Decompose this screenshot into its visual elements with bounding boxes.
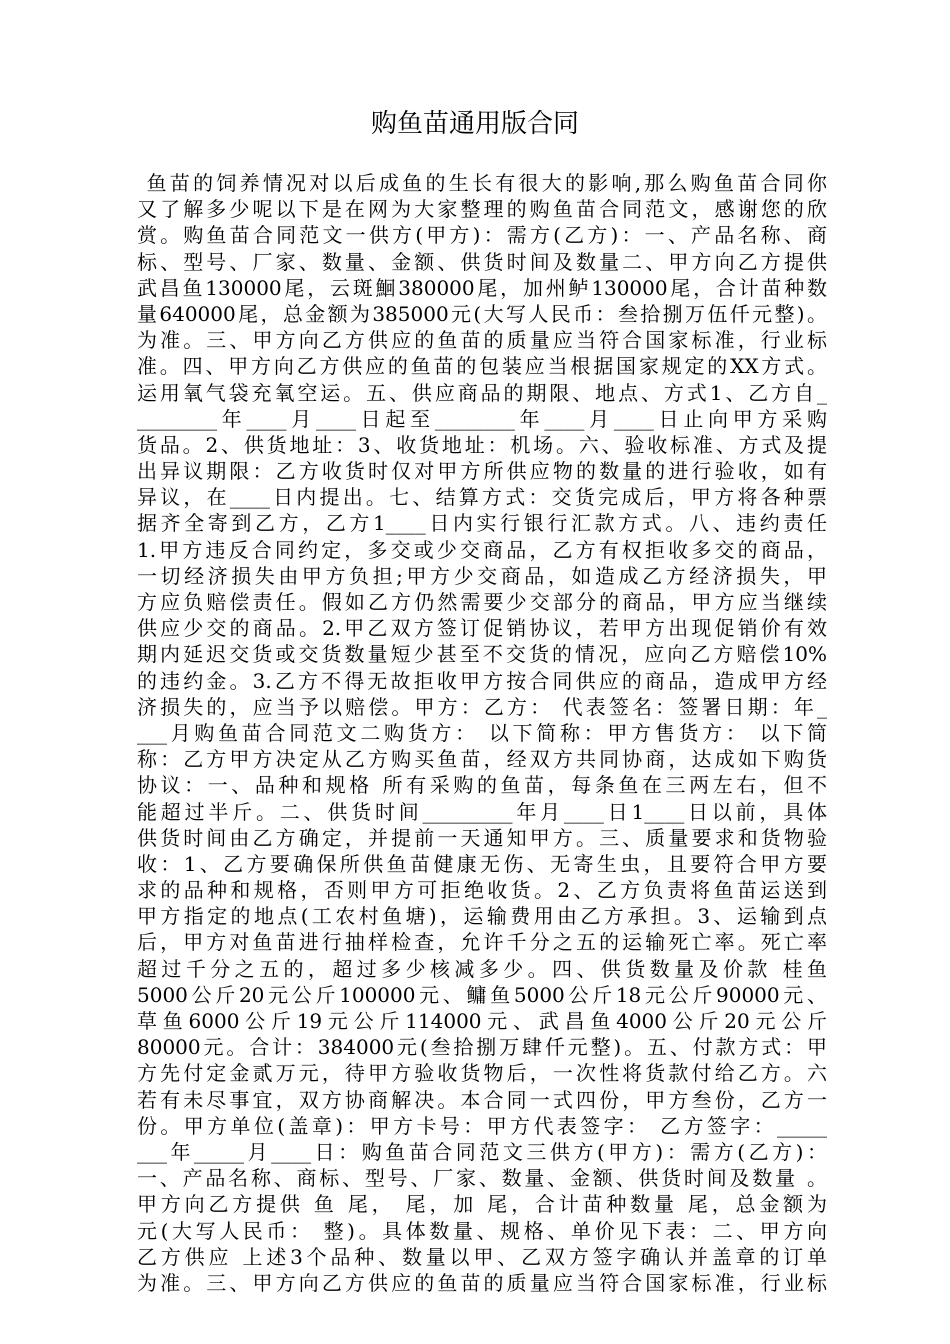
body-line: 称：乙方甲方决定从乙方购买鱼苗，经双方共同协商，达成如下购货 [137, 747, 827, 772]
body-line: 甲方向乙方提供 鱼 尾， 尾，加 尾，合计苗种数量 尾，总金额为 [137, 1192, 827, 1217]
body-line: 准。四、甲方向乙方供应的鱼苗的包装应当根据国家规定的XX方式。 [137, 354, 827, 379]
document-body [137, 170, 827, 1296]
body-line: 份。甲方单位(盖章)：甲方卡号：甲方代表签字： 乙方签字：_____ [137, 1113, 827, 1138]
body-line: 甲方指定的地点(工农村鱼塘)，运输费用由乙方承担。3、运输到点 [137, 904, 827, 929]
document-title: 购鱼苗通用版合同 [370, 109, 579, 139]
body-line: 期内延迟交货或交货数量短少甚至不交货的情况，应向乙方赔偿10% [137, 642, 827, 667]
body-line: 赏。购鱼苗合同范文一供方(甲方)：需方(乙方)：一、产品名称、商 [137, 223, 827, 248]
body-line: 一、产品名称、商标、型号、厂家、数量、金额、供货时间及数量 。 [137, 1166, 827, 1191]
body-line: 据齐全寄到乙方，乙方1____日内实行银行汇款方式。八、违约责任 [137, 511, 827, 536]
body-line: 协议：一、品种和规格 所有采购的鱼苗，每条鱼在三两左右，但不 [137, 773, 827, 798]
body-line: 1.甲方违反合同约定，多交或少交商品，乙方有权拒收多交的商品， [137, 537, 827, 562]
body-line: 方应负赔偿责任。假如乙方仍然需要少交部分的商品，甲方应当继续 [137, 590, 827, 614]
body-line: 若有未尽事宜，双方协商解决。本合同一式四份，甲方叁份，乙方一 [137, 1087, 827, 1112]
body-line: 方先付定金贰万元，待甲方验收货物后，一次性将货款付给乙方。六 [137, 1061, 827, 1086]
body-line: 异议，在____日内提出。七、结算方式：交货完成后，甲方将各种票 [137, 485, 827, 510]
body-line: 收：1、乙方要确保所供鱼苗健康无伤、无寄生虫，且要符合甲方要 [137, 851, 827, 876]
body-line: 80000元。合计：384000元(叁拾捌万肆仟元整)。五、付款方式：甲 [137, 1035, 827, 1060]
body-line: 又了解多少呢以下是在网为大家整理的购鱼苗合同范文，感谢您的欣 [137, 197, 827, 222]
body-line: 量640000尾，总金额为385000元(大写人民币：叁拾捌万伍仟元整)。 [137, 301, 827, 326]
body-line: 为准。三、甲方向乙方供应的鱼苗的质量应当符合国家标准，行业标 [137, 328, 827, 353]
body-line: ___月购鱼苗合同范文二购货方： 以下简称：甲方售货方： 以下简 [137, 720, 827, 745]
body-line: 鱼苗的饲养情况对以后成鱼的生长有很大的影响,那么购鱼苗合同你 [137, 171, 827, 195]
body-line: 标、型号、厂家、数量、金额、供货时间及数量二、甲方向乙方提供 [137, 249, 827, 274]
body-line: 5000公斤20元公斤100000元、鳙鱼5000公斤18元公斤90000元、 [137, 982, 827, 1007]
body-line: 草鱼6000公斤19元公斤114000元、武昌鱼4000公斤20元公斤 [137, 1009, 827, 1033]
body-line: 元(大写人民币： 整)。具体数量、规格、单价见下表：二、甲方向 [137, 1218, 827, 1243]
body-line: 后，甲方对鱼苗进行抽样检查，允许千分之五的运输死亡率。死亡率 [137, 930, 827, 955]
body-line: ________年____月____日起至________年____月____日止向甲方采购 [137, 406, 827, 431]
body-line: 求的品种和规格，否则甲方可拒绝收货。2、乙方负责将鱼苗运送到 [137, 878, 827, 903]
body-line: 济损失的，应当予以赔偿。甲方：乙方： 代表签名：签署日期：年_ [137, 694, 827, 719]
body-line: 运用氧气袋充氧空运。五、供应商品的期限、地点、方式1、乙方自_ [137, 380, 827, 405]
body-line: 的违约金。3.乙方不得无故拒收甲方按合同供应的商品，造成甲方经 [137, 668, 827, 693]
body-line: 供货时间由乙方确定，并提前一天通知甲方。三、质量要求和货物验 [137, 825, 827, 850]
body-line: 超过千分之五的，超过多少核减多少。四、供货数量及价款 桂鱼 [137, 956, 827, 981]
body-line: 货品。2、供货地址：3、收货地址：机场。六、验收标准、方式及提 [137, 432, 827, 457]
body-line: ___年_____月____日：购鱼苗合同范文三供方(甲方)：需方(乙方)： [137, 1139, 827, 1164]
body-line: 供应少交的商品。2.甲乙双方签订促销协议，若甲方出现促销价有效 [137, 616, 827, 641]
body-line: 武昌鱼130000尾，云斑鮰380000尾，加州鲈130000尾，合计苗种数 [137, 275, 827, 300]
body-line: 出异议期限：乙方收货时仅对甲方所供应物的数量的进行验收，如有 [137, 459, 827, 484]
body-line: 能超过半斤。二、供货时间_________年月____日1____日以前，具体 [137, 799, 827, 824]
body-line: 一切经济损失由甲方负担;甲方少交商品，如造成乙方经济损失，甲 [137, 563, 827, 588]
body-line: 为准。三、甲方向乙方供应的鱼苗的质量应当符合国家标准，行业标 [137, 1270, 827, 1295]
body-line: 乙方供应 上述3个品种、数量以甲、乙双方签字确认并盖章的订单 [137, 1244, 827, 1269]
